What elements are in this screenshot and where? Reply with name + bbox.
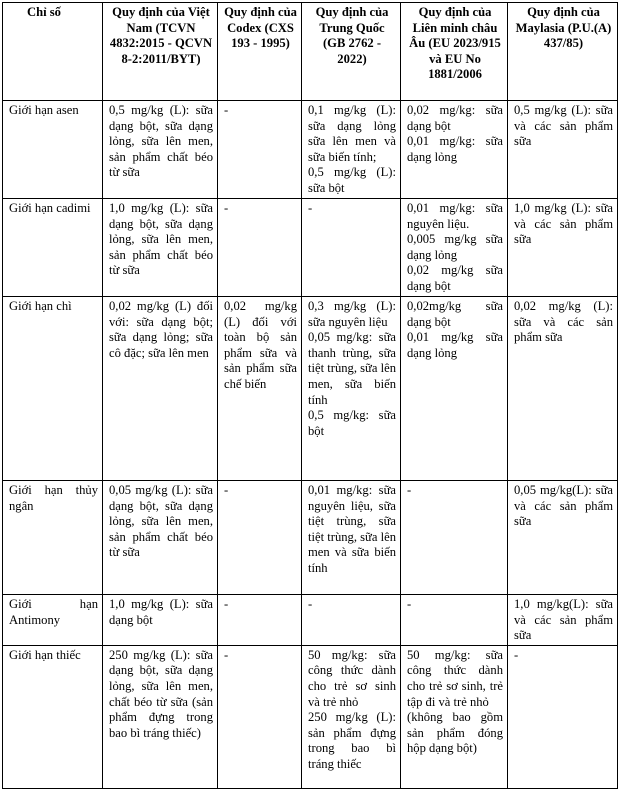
header-malaysia: Quy định của Maylasia (P.U.(A) 437/85) bbox=[508, 3, 618, 101]
my-cell bbox=[508, 199, 618, 297]
vn-cell bbox=[103, 645, 218, 788]
my-cell bbox=[508, 595, 618, 646]
cell-line: 0,5 mg/kg (L): sữa bột bbox=[308, 165, 396, 195]
cell-line: 0,5 mg/kg: sữa bột bbox=[308, 408, 396, 438]
eu-cell bbox=[401, 645, 508, 788]
cell-line: - bbox=[224, 647, 229, 662]
cell-line: - bbox=[224, 483, 229, 497]
cn-cell bbox=[302, 481, 401, 595]
cell-line: 1,0 mg/kg (L): sữa dạng bột, sữa dạng lỏng, sữa lên men, sản phẩm chất béo từ sữa bbox=[109, 201, 213, 278]
eu-cell bbox=[401, 101, 508, 199]
table-header-row bbox=[3, 3, 618, 101]
indicator-cell: Giới hạn Antimony bbox=[3, 595, 103, 646]
cell-line: 0,01 mg/kg sữa dạng lỏng bbox=[407, 330, 503, 360]
cell-line: 0,02 mg/kg: sữa dạng bột bbox=[407, 103, 503, 133]
vn-cell bbox=[103, 101, 218, 199]
table-row-thiec bbox=[3, 645, 618, 788]
cell-line: 0,1 mg/kg (L): sữa dạng lỏng sữa lên men và sữa biến tính; bbox=[308, 103, 396, 164]
eu-cell bbox=[401, 297, 508, 481]
cell-line: 0,02mg/kg sữa dạng bột bbox=[407, 299, 503, 329]
cell-line: - bbox=[224, 103, 229, 117]
cell-line: 0,01 mg/kg: sữa nguyên liệu. bbox=[407, 201, 503, 231]
header-china: Quy định của Trung Quốc (GB 2762 - 2022) bbox=[302, 3, 401, 101]
indicator-cell: Giới hạn thủy ngân bbox=[3, 481, 103, 595]
cn-cell bbox=[302, 199, 401, 297]
table-row-asen bbox=[3, 101, 618, 199]
cell-line: 1,0 mg/kg (L): sữa và các sản phẩm sữa bbox=[514, 201, 613, 247]
eu-cell bbox=[401, 199, 508, 297]
cell-line: - bbox=[308, 597, 313, 611]
cell-line: 250 mg/kg (L): sữa dạng bột, sữa dạng lỏng, sữa lên men, chất béo từ sữa (sản phẩm đựng trong bao bì tráng thiếc) bbox=[109, 647, 213, 740]
my-cell bbox=[508, 297, 618, 481]
cell-line: 0,5 mg/kg (L): sữa dạng bột, sữa dạng lỏng, sữa lên men, sản phẩm chất béo từ sữa bbox=[109, 103, 213, 180]
table-row-cadimi bbox=[3, 199, 618, 297]
cn-cell bbox=[302, 101, 401, 199]
indicator-cell: Giới hạn chì bbox=[3, 297, 103, 481]
indicator-cell: Giới hạn thiếc bbox=[3, 645, 103, 788]
vn-cell bbox=[103, 297, 218, 481]
cell-line: 0,3 mg/kg (L): sữa nguyên liệu bbox=[308, 299, 396, 329]
header-eu: Quy định của Liên minh châu Âu (EU 2023/915 và EU No 1881/2006 bbox=[401, 3, 508, 101]
cell-line: - bbox=[308, 201, 313, 215]
regulation-table bbox=[2, 2, 618, 789]
my-cell bbox=[508, 645, 618, 788]
cell-line: 1,0 mg/kg(L): sữa và các sản phẩm sữa bbox=[514, 597, 613, 643]
cell-line: 0,02 mg/kg (L): sữa và các sản phẩm sữa bbox=[514, 299, 613, 345]
cell-line: 0,01 mg/kg: sữa dạng lỏng bbox=[407, 134, 503, 164]
table-row-thuy-ngan bbox=[3, 481, 618, 595]
vn-cell bbox=[103, 595, 218, 646]
vn-cell bbox=[103, 199, 218, 297]
cell-line: 0,005 mg/kg sữa dạng lỏng bbox=[407, 232, 503, 262]
codex-cell bbox=[218, 101, 302, 199]
my-cell bbox=[508, 481, 618, 595]
eu-cell bbox=[401, 481, 508, 595]
vn-cell bbox=[103, 481, 218, 595]
cell-line: 0,05 mg/kg(L): sữa và các sản phẩm sữa bbox=[514, 483, 613, 529]
indicator-cell: Giới hạn cadimi bbox=[3, 199, 103, 297]
cell-line: - bbox=[224, 201, 229, 215]
header-indicator: Chỉ số bbox=[3, 3, 103, 101]
cell-line: - bbox=[407, 483, 412, 497]
my-cell bbox=[508, 101, 618, 199]
cell-line: - bbox=[514, 647, 519, 662]
cell-line: - bbox=[224, 597, 229, 611]
cn-cell bbox=[302, 645, 401, 788]
eu-cell bbox=[401, 595, 508, 646]
cell-line: 0,02 mg/kg (L) đối với toàn bộ sản phẩm sữa và sản phẩm sữa chế biến bbox=[224, 299, 297, 391]
cell-line: 0,05 mg/kg (L): sữa dạng bột, sữa dạng lỏng, sữa lên men, sản phẩm chất béo từ sữa bbox=[109, 483, 213, 560]
cell-line: 0,01 mg/kg: sữa nguyên liệu, sữa tiệt trùng, sữa tiệt trùng, sữa lên men và sữa biến tính bbox=[308, 483, 396, 575]
cell-line: 50 mg/kg: sữa công thức dành cho trẻ sơ sinh và trẻ nhỏ bbox=[308, 647, 396, 709]
codex-cell bbox=[218, 645, 302, 788]
codex-cell bbox=[218, 297, 302, 481]
cell-line: 0,02 mg/kg sữa dạng bột bbox=[407, 263, 503, 293]
header-vietnam: Quy định của Việt Nam (TCVN 4832:2015 - QCVN 8-2:2011/BYT) bbox=[103, 3, 218, 101]
cell-line: 0,5 mg/kg (L): sữa và các sản phẩm sữa bbox=[514, 103, 613, 149]
cell-line: (không bao gồm sản phẩm đóng hộp dạng bột) bbox=[407, 710, 503, 756]
indicator-cell: Giới hạn asen bbox=[3, 101, 103, 199]
cell-line: 0,05 mg/kg: sữa thanh trùng, sữa tiệt trùng, sữa lên men, sữa biến tính bbox=[308, 330, 396, 407]
cn-cell bbox=[302, 595, 401, 646]
header-codex: Quy định của Codex (CXS 193 - 1995) bbox=[218, 3, 302, 101]
table-row-antimony bbox=[3, 595, 618, 646]
cell-line: 50 mg/kg: sữa công thức dành cho trẻ sơ sinh, trẻ tập đi và trẻ nhỏ bbox=[407, 647, 503, 709]
cell-line: 250 mg/kg (L): sản phẩm đựng trong bao bì tráng thiếc bbox=[308, 710, 396, 771]
cell-line: 0,02 mg/kg (L) đối với: sữa dạng bột; sữa dạng lỏng; sữa cô đặc; sữa lên men bbox=[109, 299, 213, 360]
codex-cell bbox=[218, 595, 302, 646]
cell-line: - bbox=[407, 597, 412, 611]
cn-cell bbox=[302, 297, 401, 481]
codex-cell bbox=[218, 199, 302, 297]
table-row-chi bbox=[3, 297, 618, 481]
cell-line: 1,0 mg/kg (L): sữa dạng bột bbox=[109, 597, 213, 627]
codex-cell bbox=[218, 481, 302, 595]
